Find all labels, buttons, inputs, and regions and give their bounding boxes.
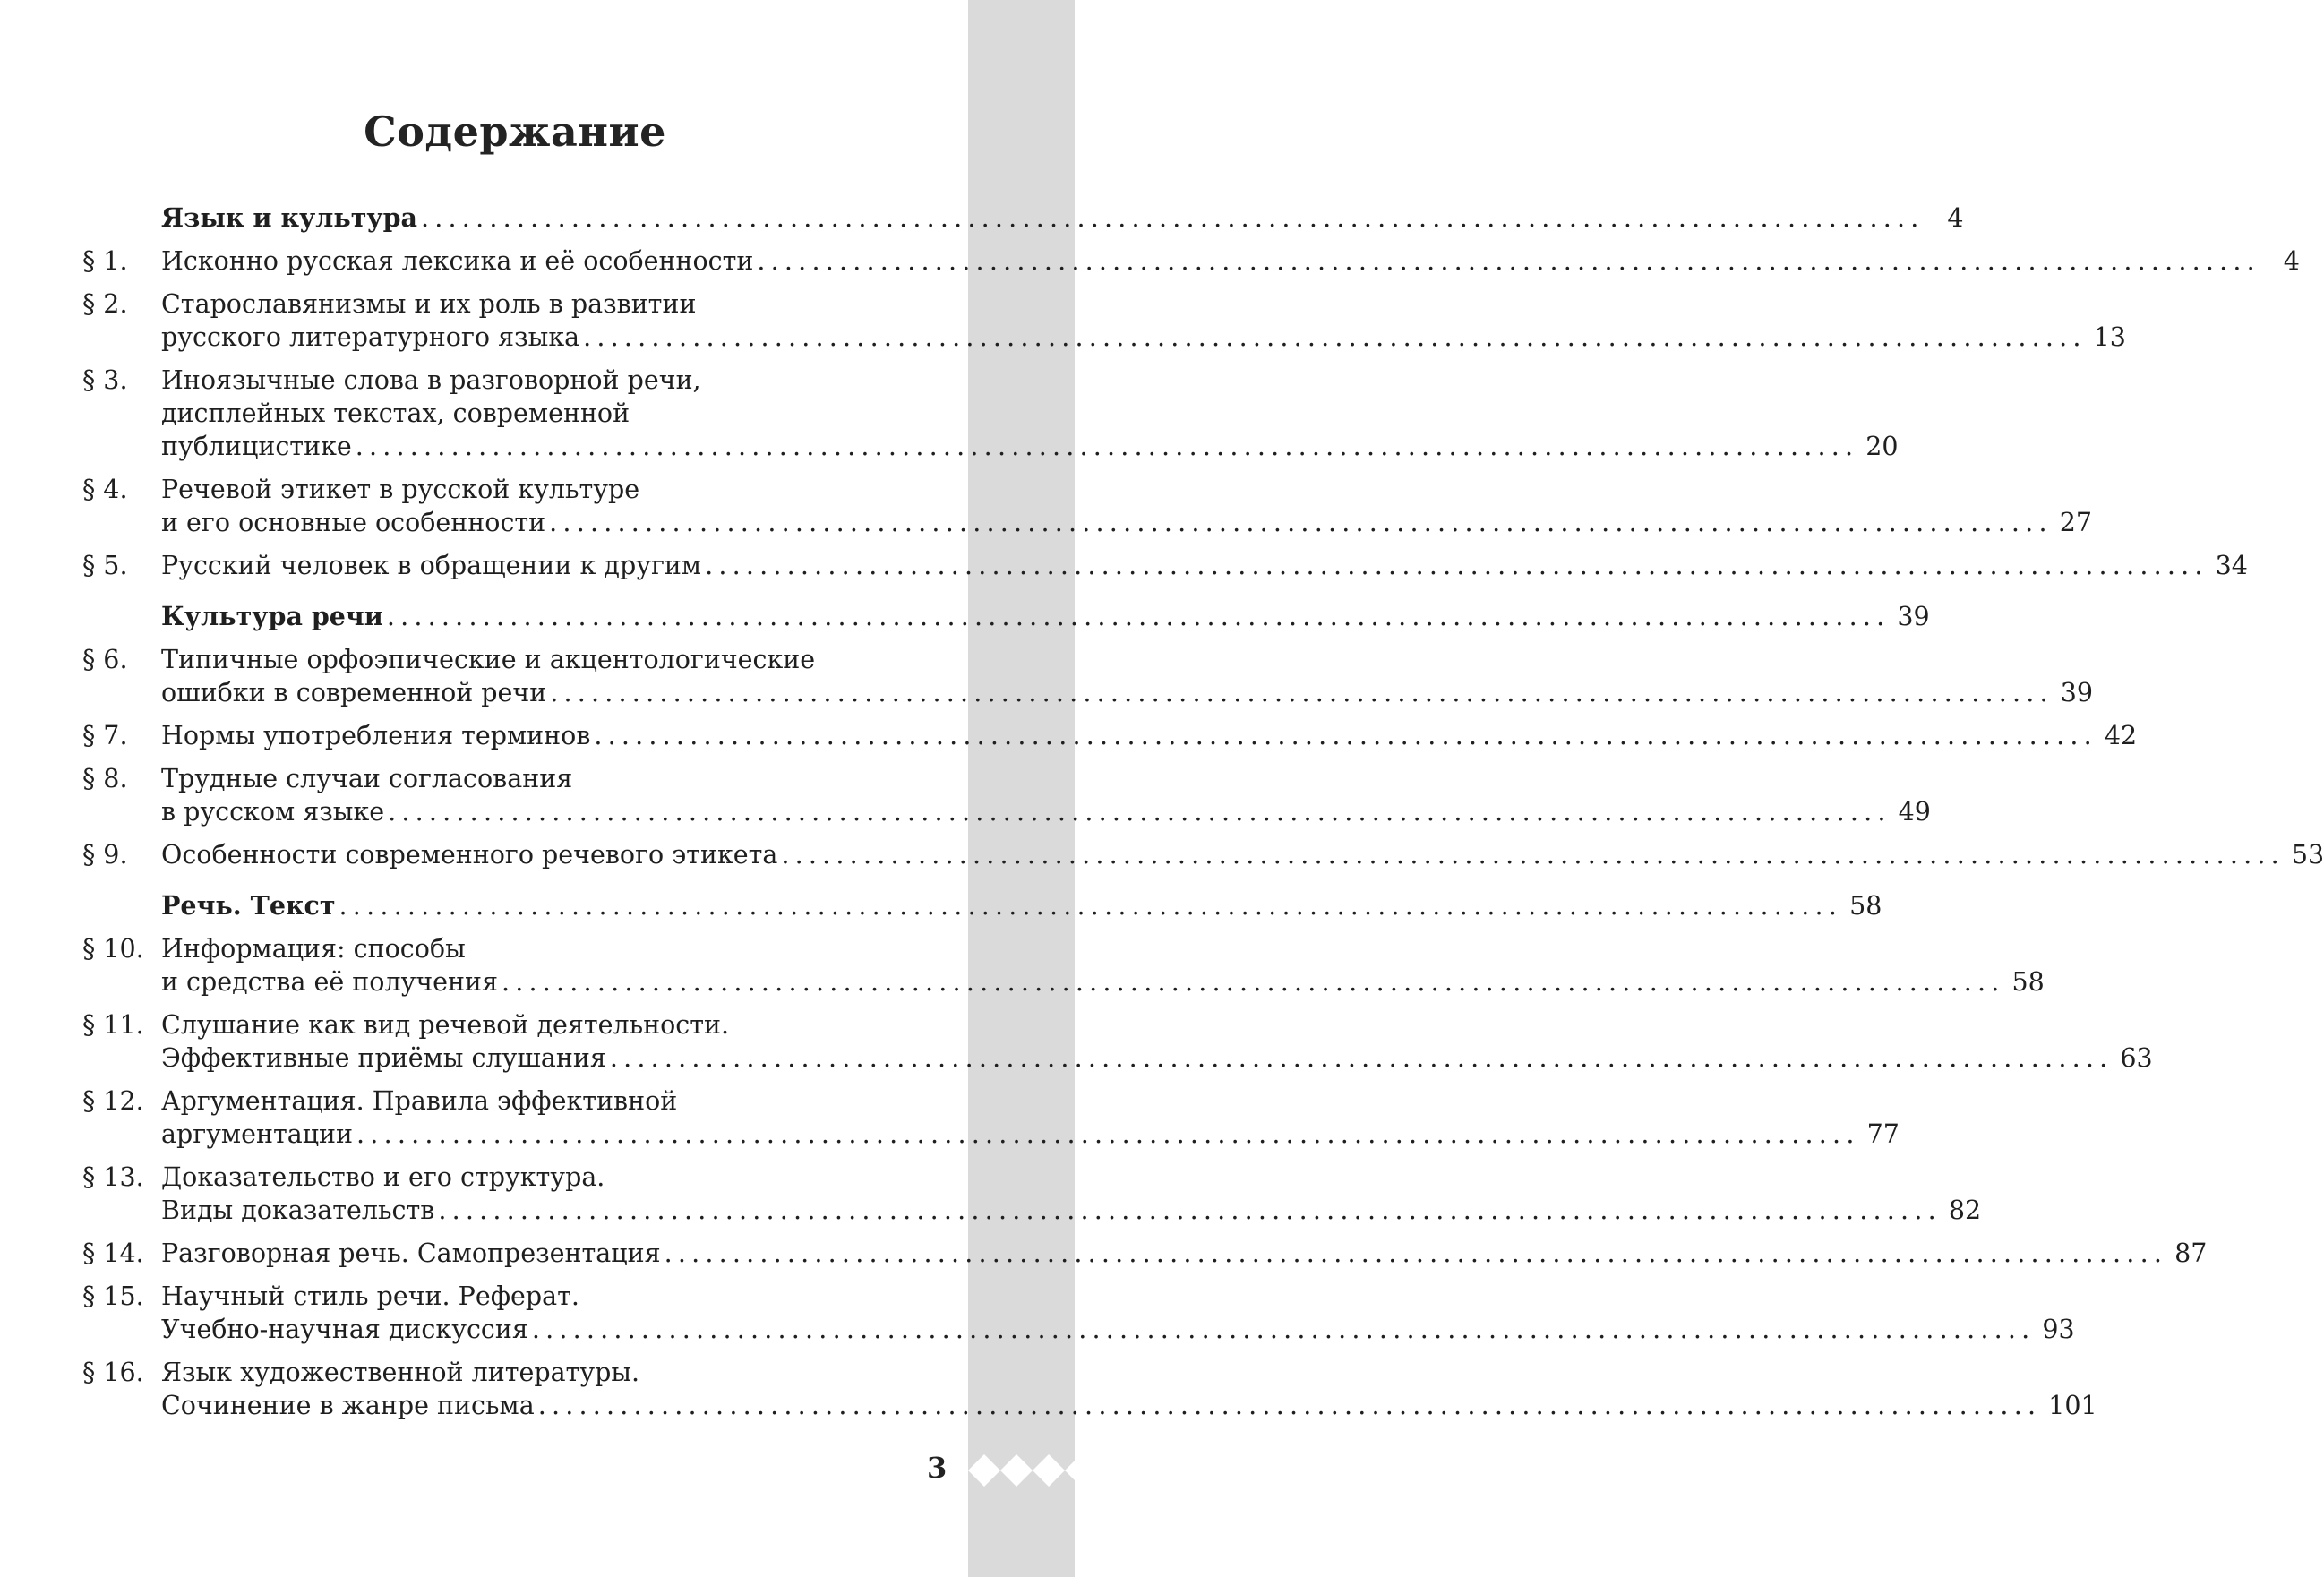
toc-entry-title: Разговорная речь. Самопрезентация <box>161 1238 661 1268</box>
toc-entry-number: § 15. <box>82 1281 144 1311</box>
toc-entry[interactable] <box>82 549 2248 582</box>
toc-line <box>82 1280 938 1313</box>
toc-line <box>82 473 938 506</box>
toc-entry-number: § 7. <box>82 721 128 750</box>
dot-leader: .............................................................................................................. <box>594 721 2097 750</box>
toc-entry-number: § 3. <box>82 365 128 395</box>
toc-entry[interactable] <box>82 473 2092 539</box>
toc-line <box>82 506 2092 539</box>
toc-line <box>82 397 938 430</box>
toc-entry-title: Нормы употребления терминов <box>161 721 591 750</box>
toc-entry-number: § 14. <box>82 1238 144 1268</box>
toc-entry[interactable] <box>82 1084 1900 1151</box>
toc-section-title: Культура речи <box>161 601 383 631</box>
toc-entry-title: русского литературного языка <box>161 322 580 352</box>
dot-leader: .............................................................................................................. <box>549 508 2053 537</box>
toc-entry-title: аргументации <box>161 1119 354 1149</box>
toc-entry-title: Речевой этикет в русской культуре <box>161 475 640 504</box>
dot-leader: .............................................................................................................. <box>757 246 2260 276</box>
toc-entry-number: § 13. <box>82 1162 144 1192</box>
toc-entry[interactable] <box>82 1008 2153 1075</box>
toc-entry-title: Особенности современного речевого этикета <box>161 840 778 870</box>
toc-entry[interactable] <box>82 643 2094 709</box>
toc-entry-title: Типичные орфоэпические и акцентологические <box>161 645 816 674</box>
dot-leader: .............................................................................................................. <box>356 1119 1860 1149</box>
page-number: 3 <box>927 1451 948 1485</box>
toc-entry-number: § 4. <box>82 475 128 504</box>
toc-entry-number: § 5. <box>82 551 128 580</box>
toc-entry-title: и средства её получения <box>161 967 498 997</box>
toc-entry-title: Виды доказательств <box>161 1196 435 1225</box>
toc-entry-title: дисплейных текстах, современной <box>161 399 630 428</box>
toc-line <box>82 762 938 795</box>
page-title: Содержание <box>364 107 666 156</box>
toc-line <box>82 965 2045 998</box>
toc-line <box>82 287 938 321</box>
toc-page-number: 101 <box>2048 1391 2097 1420</box>
toc-page-number: 4 <box>2283 246 2300 276</box>
toc-line <box>82 1161 938 1194</box>
toc-entry[interactable] <box>82 287 2126 354</box>
dot-leader: .............................................................................................................. <box>583 322 2087 352</box>
table-of-contents <box>82 201 2324 1422</box>
dot-leader: .............................................................................................................. <box>386 602 1891 631</box>
toc-line <box>82 1041 2153 1075</box>
toc-line <box>82 1118 1900 1151</box>
toc-entry[interactable] <box>82 762 1931 828</box>
dot-leader: .............................................................................................................. <box>550 678 2054 707</box>
toc-entry-number: § 16. <box>82 1358 144 1387</box>
toc-line <box>82 838 2324 871</box>
toc-entry-title: Аргументация. Правила эффективной <box>161 1086 678 1116</box>
toc-entry-title: Слушание как вид речевой деятельности. <box>161 1010 730 1040</box>
toc-page-number: 42 <box>2104 721 2138 750</box>
toc-entry[interactable] <box>82 932 2045 998</box>
toc-page-number: 58 <box>1849 891 1882 921</box>
toc-line <box>82 1356 938 1389</box>
dot-leader: .............................................................................................................. <box>388 797 1891 827</box>
toc-entry-title: Иноязычные слова в разговорной речи, <box>161 365 701 395</box>
toc-entry-title: Научный стиль речи. Реферат. <box>161 1281 579 1311</box>
dot-leader: .............................................................................................................. <box>537 1391 2042 1420</box>
toc-line <box>82 1237 2208 1270</box>
toc-section-title: Речь. Текст <box>161 890 336 921</box>
toc-entry-number: § 8. <box>82 764 128 793</box>
toc-entry-title: Язык художественной литературы. <box>161 1358 640 1387</box>
dot-leader: .............................................................................................................. <box>438 1196 1942 1225</box>
toc-line <box>82 795 1931 828</box>
toc-section-title: Язык и культура <box>161 202 418 233</box>
toc-section[interactable] <box>82 600 1930 633</box>
toc-line <box>82 1194 1982 1227</box>
toc-line <box>82 676 2094 709</box>
toc-entry-title: Сочинение в жанре письма <box>161 1391 535 1420</box>
toc-entry-title: Трудные случаи согласования <box>161 764 573 793</box>
toc-entry-number: § 1. <box>82 246 128 276</box>
toc-entry[interactable] <box>82 1161 1982 1227</box>
toc-page-number: 58 <box>2011 967 2045 997</box>
toc-page-number: 53 <box>2291 840 2324 870</box>
toc-entry-title: ошибки в современной речи <box>161 678 547 707</box>
toc-page-number: 34 <box>2215 551 2248 580</box>
dot-leader: .............................................................................................................. <box>339 891 1843 921</box>
dot-leader: .............................................................................................................. <box>664 1238 2168 1268</box>
dot-leader: .............................................................................................................. <box>355 432 1859 461</box>
dot-leader: .............................................................................................................. <box>502 967 2005 997</box>
toc-page-number: 87 <box>2174 1238 2208 1268</box>
dot-leader: .............................................................................................................. <box>421 203 1925 233</box>
toc-line <box>82 1008 938 1041</box>
toc-line <box>82 1389 2097 1422</box>
toc-line <box>82 430 1899 463</box>
toc-section[interactable] <box>82 201 1964 235</box>
toc-entry-title: Учебно-научная дискуссия <box>161 1315 528 1344</box>
toc-entry-title: Исконно русская лексика и её особенности <box>161 246 754 276</box>
toc-entry[interactable] <box>82 244 2300 278</box>
toc-section[interactable] <box>82 889 1882 922</box>
toc-page-number: 49 <box>1898 797 1931 827</box>
toc-line <box>82 321 2126 354</box>
diamond-ornament-icon <box>968 1447 1075 1494</box>
toc-line <box>82 932 938 965</box>
toc-line <box>82 1313 2075 1346</box>
toc-entry[interactable] <box>82 1280 2075 1346</box>
toc-entry[interactable] <box>82 364 1899 463</box>
toc-entry-number: § 11. <box>82 1010 144 1040</box>
toc-line <box>82 549 2248 582</box>
toc-entry-number: § 9. <box>82 840 128 870</box>
toc-entry-title: Доказательство и его структура. <box>161 1162 605 1192</box>
toc-entry[interactable] <box>82 838 2324 871</box>
toc-page-number: 77 <box>1866 1119 1900 1149</box>
toc-entry-number: § 6. <box>82 645 128 674</box>
toc-line <box>82 889 1882 922</box>
toc-entry[interactable] <box>82 1356 2097 1422</box>
toc-page-number: 39 <box>2060 678 2094 707</box>
toc-line <box>82 600 1930 633</box>
toc-page-number: 39 <box>1897 602 1930 631</box>
toc-page-number: 82 <box>1948 1196 1982 1225</box>
toc-entry-number: § 12. <box>82 1086 144 1116</box>
toc-entry-number: § 2. <box>82 289 128 319</box>
toc-entry-title: публицистике <box>161 432 352 461</box>
toc-page-number: 13 <box>2093 322 2126 352</box>
toc-entry[interactable] <box>82 719 2138 752</box>
toc-entry-title: Старославянизмы и их роль в развитии <box>161 289 697 319</box>
toc-line <box>82 643 938 676</box>
toc-page-number: 4 <box>1947 203 1964 233</box>
toc-entry-title: в русском языке <box>161 797 385 827</box>
toc-entry-title: Информация: способы <box>161 934 466 964</box>
toc-entry-title: Русский человек в обращении к другим <box>161 551 702 580</box>
toc-page-number: 63 <box>2120 1043 2153 1073</box>
toc-line <box>82 719 2138 752</box>
toc-page-number: 27 <box>2059 508 2092 537</box>
dot-leader: .............................................................................................................. <box>531 1315 2036 1344</box>
dot-leader: .............................................................................................................. <box>609 1043 2114 1073</box>
toc-page-number: 93 <box>2042 1315 2075 1344</box>
toc-line <box>82 244 2300 278</box>
toc-entry[interactable] <box>82 1237 2208 1270</box>
dot-leader: .............................................................................................................. <box>781 840 2285 870</box>
toc-line <box>82 364 938 397</box>
toc-line <box>82 201 1964 235</box>
toc-line <box>82 1084 938 1118</box>
toc-entry-number: § 10. <box>82 934 144 964</box>
dot-leader: .............................................................................................................. <box>705 551 2208 580</box>
toc-entry-title: Эффективные приёмы слушания <box>161 1043 606 1073</box>
toc-entry-title: и его основные особенности <box>161 508 546 537</box>
toc-page-number: 20 <box>1865 432 1899 461</box>
